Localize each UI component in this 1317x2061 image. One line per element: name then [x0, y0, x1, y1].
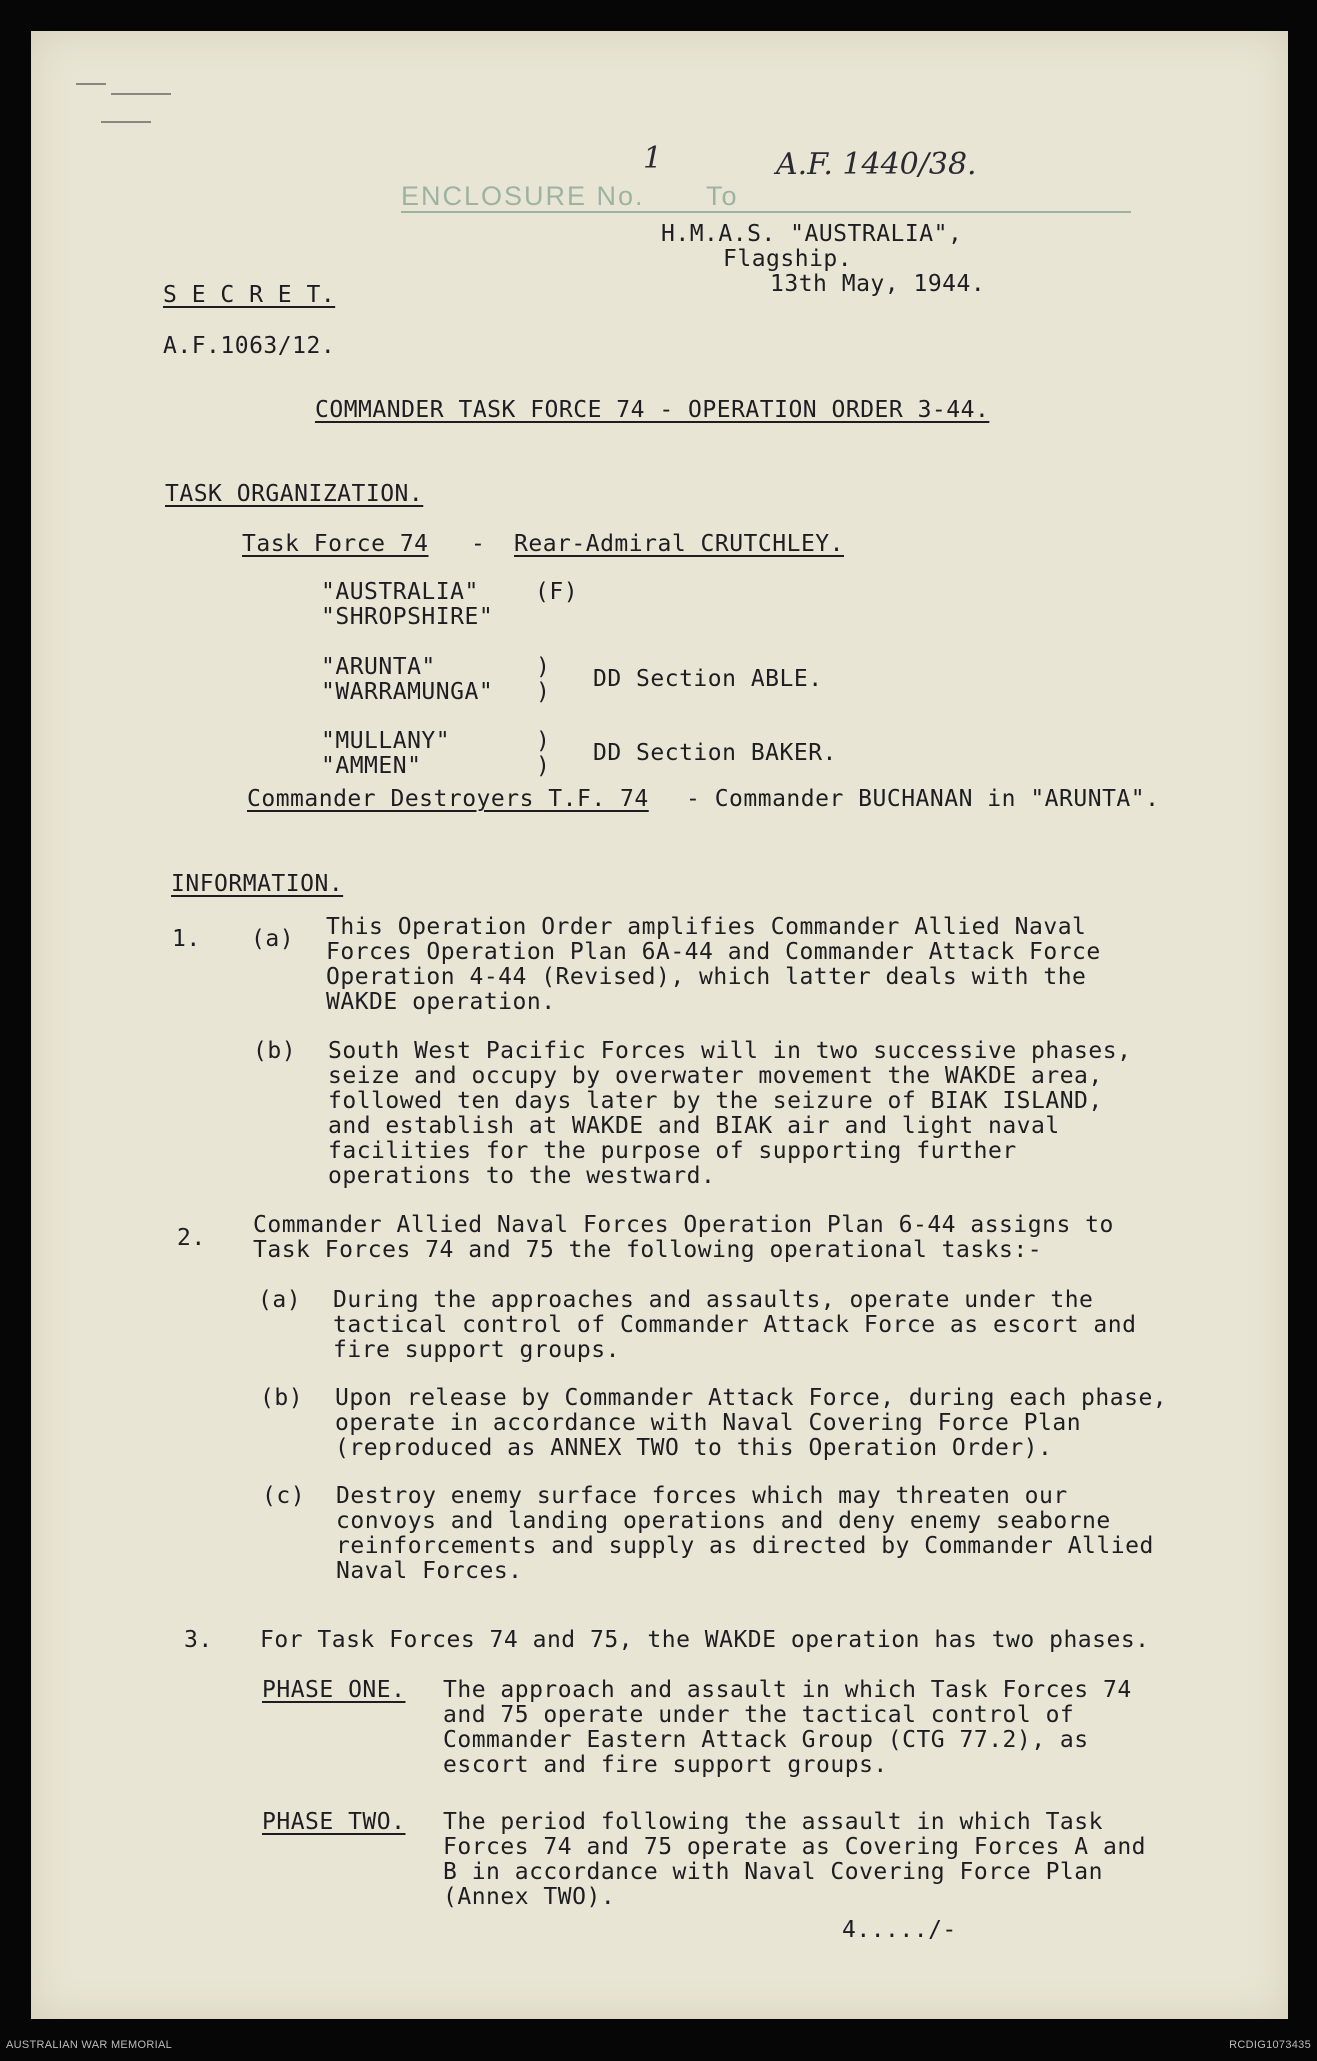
dd-section-baker: DD Section BAKER.: [593, 740, 837, 766]
continuation-marker: 4...../-: [842, 1917, 957, 1943]
para-1a-line: This Operation Order amplifies Commander Allied Naval: [326, 914, 1087, 940]
flagship-note: (F): [535, 579, 579, 605]
para-2c-line: Destroy enemy surface forces which may threaten our: [336, 1483, 1068, 1509]
phase-two-label: PHASE TWO.: [262, 1809, 406, 1835]
ship-arunta: "ARUNTA": [321, 654, 436, 680]
dd-section-able: DD Section ABLE.: [593, 666, 823, 692]
phase-one-label: PHASE ONE.: [262, 1677, 406, 1703]
para-2c-line: convoys and landing operations and deny enemy seaborne: [336, 1508, 1111, 1534]
stamp-underline: [401, 211, 1131, 213]
para-2c-line: reinforcements and supply as directed by Commander Allied: [336, 1533, 1154, 1559]
document-page: [31, 31, 1288, 2019]
para-1b-line: operations to the westward.: [328, 1163, 716, 1189]
ship-mullany: "MULLANY": [321, 728, 451, 754]
para-2b-label: (b): [260, 1385, 304, 1411]
para-1b-label: (b): [253, 1038, 297, 1064]
enclosure-stamp-label: ENCLOSURE No.: [401, 181, 645, 211]
bracket: ): [536, 753, 551, 779]
paper-mark: [76, 83, 106, 85]
para-2c-label: (c): [262, 1483, 306, 1509]
ship-warramunga: "WARRAMUNGA": [321, 679, 494, 705]
phase-two-line: (Annex TWO).: [443, 1884, 616, 1910]
classification: S E C R E T.: [163, 282, 336, 308]
file-reference: A.F.1063/12.: [163, 333, 336, 359]
para-2-line: Task Forces 74 and 75 the following operational tasks:-: [253, 1237, 1043, 1263]
para-3-number: 3.: [184, 1627, 213, 1653]
information-heading: INFORMATION.: [171, 871, 344, 897]
commander-destroyers-text: - Commander BUCHANAN in "ARUNTA".: [686, 786, 1160, 812]
phase-one-line: The approach and assault in which Task Forces 74: [443, 1677, 1132, 1703]
phase-one-line: escort and fire support groups.: [443, 1752, 888, 1778]
phase-one-line: and 75 operate under the tactical control of: [443, 1702, 1075, 1728]
commander-destroyers-label: Commander Destroyers T.F. 74: [247, 786, 649, 812]
para-1a-label: (a): [251, 926, 295, 952]
paper-mark: [101, 121, 151, 123]
paper-mark: [111, 93, 171, 95]
enclosure-to-label: To: [706, 181, 739, 211]
phase-two-line: B in accordance with Naval Covering Force Plan: [443, 1859, 1103, 1885]
ship-australia: "AUSTRALIA": [321, 579, 479, 605]
para-1b-line: South West Pacific Forces will in two successive phases,: [328, 1038, 1132, 1064]
phase-two-line: The period following the assault in which Task: [443, 1809, 1103, 1835]
para-2-number: 2.: [177, 1225, 206, 1251]
para-2a-line: During the approaches and assaults, operate under the: [333, 1287, 1094, 1313]
para-2a-line: tactical control of Commander Attack Force as escort and: [333, 1312, 1137, 1338]
header-date: 13th May, 1944.: [770, 271, 986, 297]
footer-id: RCDIG1073435: [1229, 2039, 1311, 2051]
task-force-dash: -: [471, 531, 486, 557]
para-1b-line: seize and occupy by overwater movement the WAKDE area,: [328, 1063, 1103, 1089]
para-1a-line: Forces Operation Plan 6A-44 and Commander Attack Force: [326, 939, 1101, 965]
header-ship: H.M.A.S. "AUSTRALIA",: [661, 221, 963, 247]
phase-two-line: Forces 74 and 75 operate as Covering Forces A and: [443, 1834, 1147, 1860]
para-2a-label: (a): [258, 1287, 302, 1313]
bracket: ): [536, 679, 551, 705]
para-2a-line: fire support groups.: [333, 1337, 620, 1363]
para-2-line: Commander Allied Naval Forces Operation Plan 6-44 assigns to: [253, 1212, 1114, 1238]
enclosure-number: 1: [643, 141, 663, 176]
para-1b-line: and establish at WAKDE and BIAK air and light naval: [328, 1113, 1060, 1139]
para-1a-line: Operation 4-44 (Revised), which latter deals with the: [326, 964, 1087, 990]
header-role: Flagship.: [723, 246, 853, 272]
para-2c-line: Naval Forces.: [336, 1558, 523, 1584]
document-title: COMMANDER TASK FORCE 74 - OPERATION ORDER 3-44.: [315, 397, 990, 423]
task-force-label: Task Force 74: [242, 531, 429, 557]
enclosure-reference: A.F. 1440/38.: [776, 147, 977, 182]
ship-shropshire: "SHROPSHIRE": [321, 604, 494, 630]
footer-source: AUSTRALIAN WAR MEMORIAL: [6, 2039, 173, 2051]
para-1b-line: followed ten days later by the seizure of BIAK ISLAND,: [328, 1088, 1103, 1114]
para-2b-line: (reproduced as ANNEX TWO to this Operation Order).: [335, 1435, 1053, 1461]
para-2b-line: operate in accordance with Naval Covering Force Plan: [335, 1410, 1082, 1436]
para-3-line: For Task Forces 74 and 75, the WAKDE operation has two phases.: [260, 1627, 1150, 1653]
ship-ammen: "AMMEN": [321, 753, 422, 779]
para-1-number: 1.: [172, 926, 201, 952]
para-2b-line: Upon release by Commander Attack Force, during each phase,: [335, 1385, 1168, 1411]
para-1a-line: WAKDE operation.: [326, 989, 556, 1015]
bracket: ): [536, 728, 551, 754]
task-force-commander: Rear-Admiral CRUTCHLEY.: [514, 531, 844, 557]
task-organization-heading: TASK ORGANIZATION.: [165, 481, 424, 507]
bracket: ): [536, 654, 551, 680]
para-1b-line: facilities for the purpose of supporting further: [328, 1138, 1017, 1164]
phase-one-line: Commander Eastern Attack Group (CTG 77.2), as: [443, 1727, 1089, 1753]
